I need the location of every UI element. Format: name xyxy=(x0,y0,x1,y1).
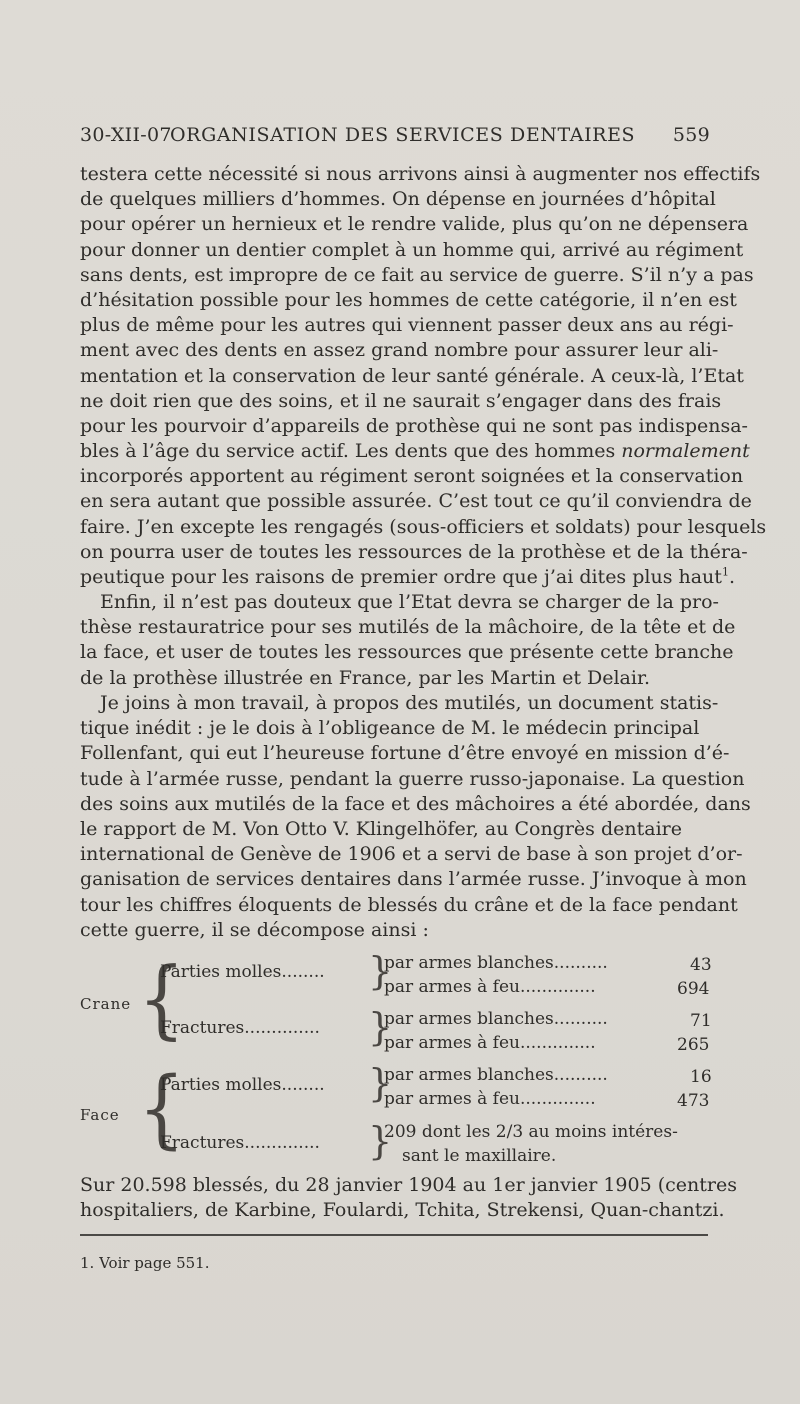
text-line: des soins aux mutilés de la face et des mâchoires a été abordée, dans xyxy=(80,792,751,815)
crane-brace: { xyxy=(138,949,186,1049)
value: 265 xyxy=(677,1035,710,1055)
footnote-marker: 1 xyxy=(721,565,729,579)
text-segment: bles à l’âge du service actif. Les dents que des hommes xyxy=(80,440,622,463)
face-label: Face xyxy=(80,1106,120,1124)
face-fractures: Fractures.............. xyxy=(160,1133,320,1153)
text-line: de quelques milliers d’hommes. On dépense en journées d’hôpital xyxy=(80,188,716,211)
text-line: tique inédit : je le dois à l’obligeance de M. le médecin principal xyxy=(80,717,700,740)
value: 43 xyxy=(690,955,712,975)
text-line: tude à l’armée russe, pendant la guerre russo-japonaise. La question xyxy=(80,767,745,790)
brace: } xyxy=(368,1005,393,1049)
paragraph-1 xyxy=(80,162,767,590)
header-title: ORGANISATION DES SERVICES DENTAIRES xyxy=(170,124,636,146)
brace: } xyxy=(368,1119,393,1163)
row-label-blanches: par armes blanches.......... xyxy=(384,1009,608,1029)
text-line: thèse restauratrice pour ses mutilés de la mâchoire, de la tête et de xyxy=(80,616,736,639)
closing-paragraph xyxy=(80,1173,737,1223)
row-label-feu: par armes à feu.............. xyxy=(384,1033,596,1053)
text-line: pour donner un dentier complet à un homme qui, arrivé au régiment xyxy=(80,238,744,261)
value: 694 xyxy=(677,979,710,999)
brace: } xyxy=(368,949,393,993)
text-line: pour les pourvoir d’appareils de prothèse qui ne sont pas indispensa- xyxy=(80,414,748,437)
text-line: hospitaliers, de Karbine, Foulardi, Tchita, Strekensi, Quan-chantzi. xyxy=(80,1199,725,1222)
text-line: mentation et la conservation de leur santé générale. A ceux-là, l’Etat xyxy=(80,364,744,387)
row-label-blanches: par armes blanches.......... xyxy=(384,953,608,973)
brace: } xyxy=(368,1061,393,1105)
page-number: 559 xyxy=(672,124,710,146)
running-header xyxy=(80,124,710,154)
face-fractures-note-2: sant le maxillaire. xyxy=(402,1146,557,1166)
text-line: faire. J’en excepte les rengagés (sous-officiers et soldats) pour lesquels xyxy=(80,515,767,538)
value: 473 xyxy=(677,1091,710,1111)
row-label-feu: par armes à feu.............. xyxy=(384,977,596,997)
header-date: 30-XII-07 xyxy=(80,124,172,146)
text-line: Enfin, il n’est pas douteux que l’Etat devra se charger de la pro- xyxy=(100,591,719,613)
text-segment: peutique pour les raisons de premier ordre que j’ai dites plus haut xyxy=(80,566,722,588)
text-line: cette guerre, il se décompose ainsi : xyxy=(80,918,429,941)
face-brace: { xyxy=(138,1059,186,1159)
text-line xyxy=(80,565,735,590)
text-line: plus de même pour les autres qui viennent passer deux ans au régi- xyxy=(80,314,734,337)
text-line xyxy=(80,439,750,464)
text-line: sans dents, est impropre de ce fait au service de guerre. S’il n’y a pas xyxy=(80,263,754,286)
footnote: 1. Voir page 551. xyxy=(80,1254,210,1272)
text-line: ment avec des dents en assez grand nombre pour assurer leur ali- xyxy=(80,339,719,362)
text-line: incorporés apportent au régiment seront soignées et la conservation xyxy=(80,465,744,488)
text-line: testera cette nécessité si nous arrivons ainsi à augmenter nos effectifs xyxy=(80,163,761,185)
text-line: ne doit rien que des soins, et il ne saurait s’engager dans des frais xyxy=(80,389,722,412)
row-label-feu: par armes à feu.............. xyxy=(384,1089,596,1109)
value: 16 xyxy=(690,1067,712,1087)
face-parties-molles: Parties molles........ xyxy=(160,1075,325,1095)
text-line: Je joins à mon travail, à propos des mutilés, un document statis- xyxy=(100,692,719,714)
paragraph-2 xyxy=(80,590,736,691)
text-punctuation: . xyxy=(728,566,735,588)
row-label-blanches: par armes blanches.......... xyxy=(384,1065,608,1085)
text-line: tour les chiffres éloquents de blessés du crâne et de la face pendant xyxy=(80,893,738,916)
crane-label: Crane xyxy=(80,995,132,1013)
italic-word: normalement xyxy=(621,440,750,463)
footnote-rule xyxy=(80,1234,708,1236)
value: 71 xyxy=(690,1011,712,1031)
text-line: d’hésitation possible pour les hommes de cette catégorie, il n’en est xyxy=(80,288,737,311)
text-line: on pourra user de toutes les ressources de la prothèse et de la théra- xyxy=(80,540,748,563)
face-fractures-note-1: 209 dont les 2/3 au moins intéres- xyxy=(384,1122,678,1142)
crane-fractures: Fractures.............. xyxy=(160,1018,320,1038)
paragraph-3 xyxy=(80,691,751,943)
text-line: ganisation de services dentaires dans l’armée russe. J’invoque à mon xyxy=(80,868,747,891)
text-line: en sera autant que possible assurée. C’est tout ce qu’il conviendra de xyxy=(80,490,752,513)
text-line: de la prothèse illustrée en France, par les Martin et Delair. xyxy=(80,666,650,689)
text-line: Sur 20.598 blessés, du 28 janvier 1904 au 1er janvier 1905 (centres xyxy=(80,1174,737,1196)
crane-parties-molles: Parties molles........ xyxy=(160,962,325,982)
text-line: pour opérer un hernieux et le rendre valide, plus qu’on ne dépensera xyxy=(80,213,749,236)
text-line: le rapport de M. Von Otto V. Klingelhöfer, au Congrès dentaire xyxy=(80,817,682,840)
text-line: international de Genève de 1906 et a servi de base à son projet d’or- xyxy=(80,843,743,866)
text-line: Follenfant, qui eut l’heureuse fortune d’être envoyé en mission d’é- xyxy=(80,742,730,765)
text-line: la face, et user de toutes les ressources que présente cette branche xyxy=(80,641,734,664)
